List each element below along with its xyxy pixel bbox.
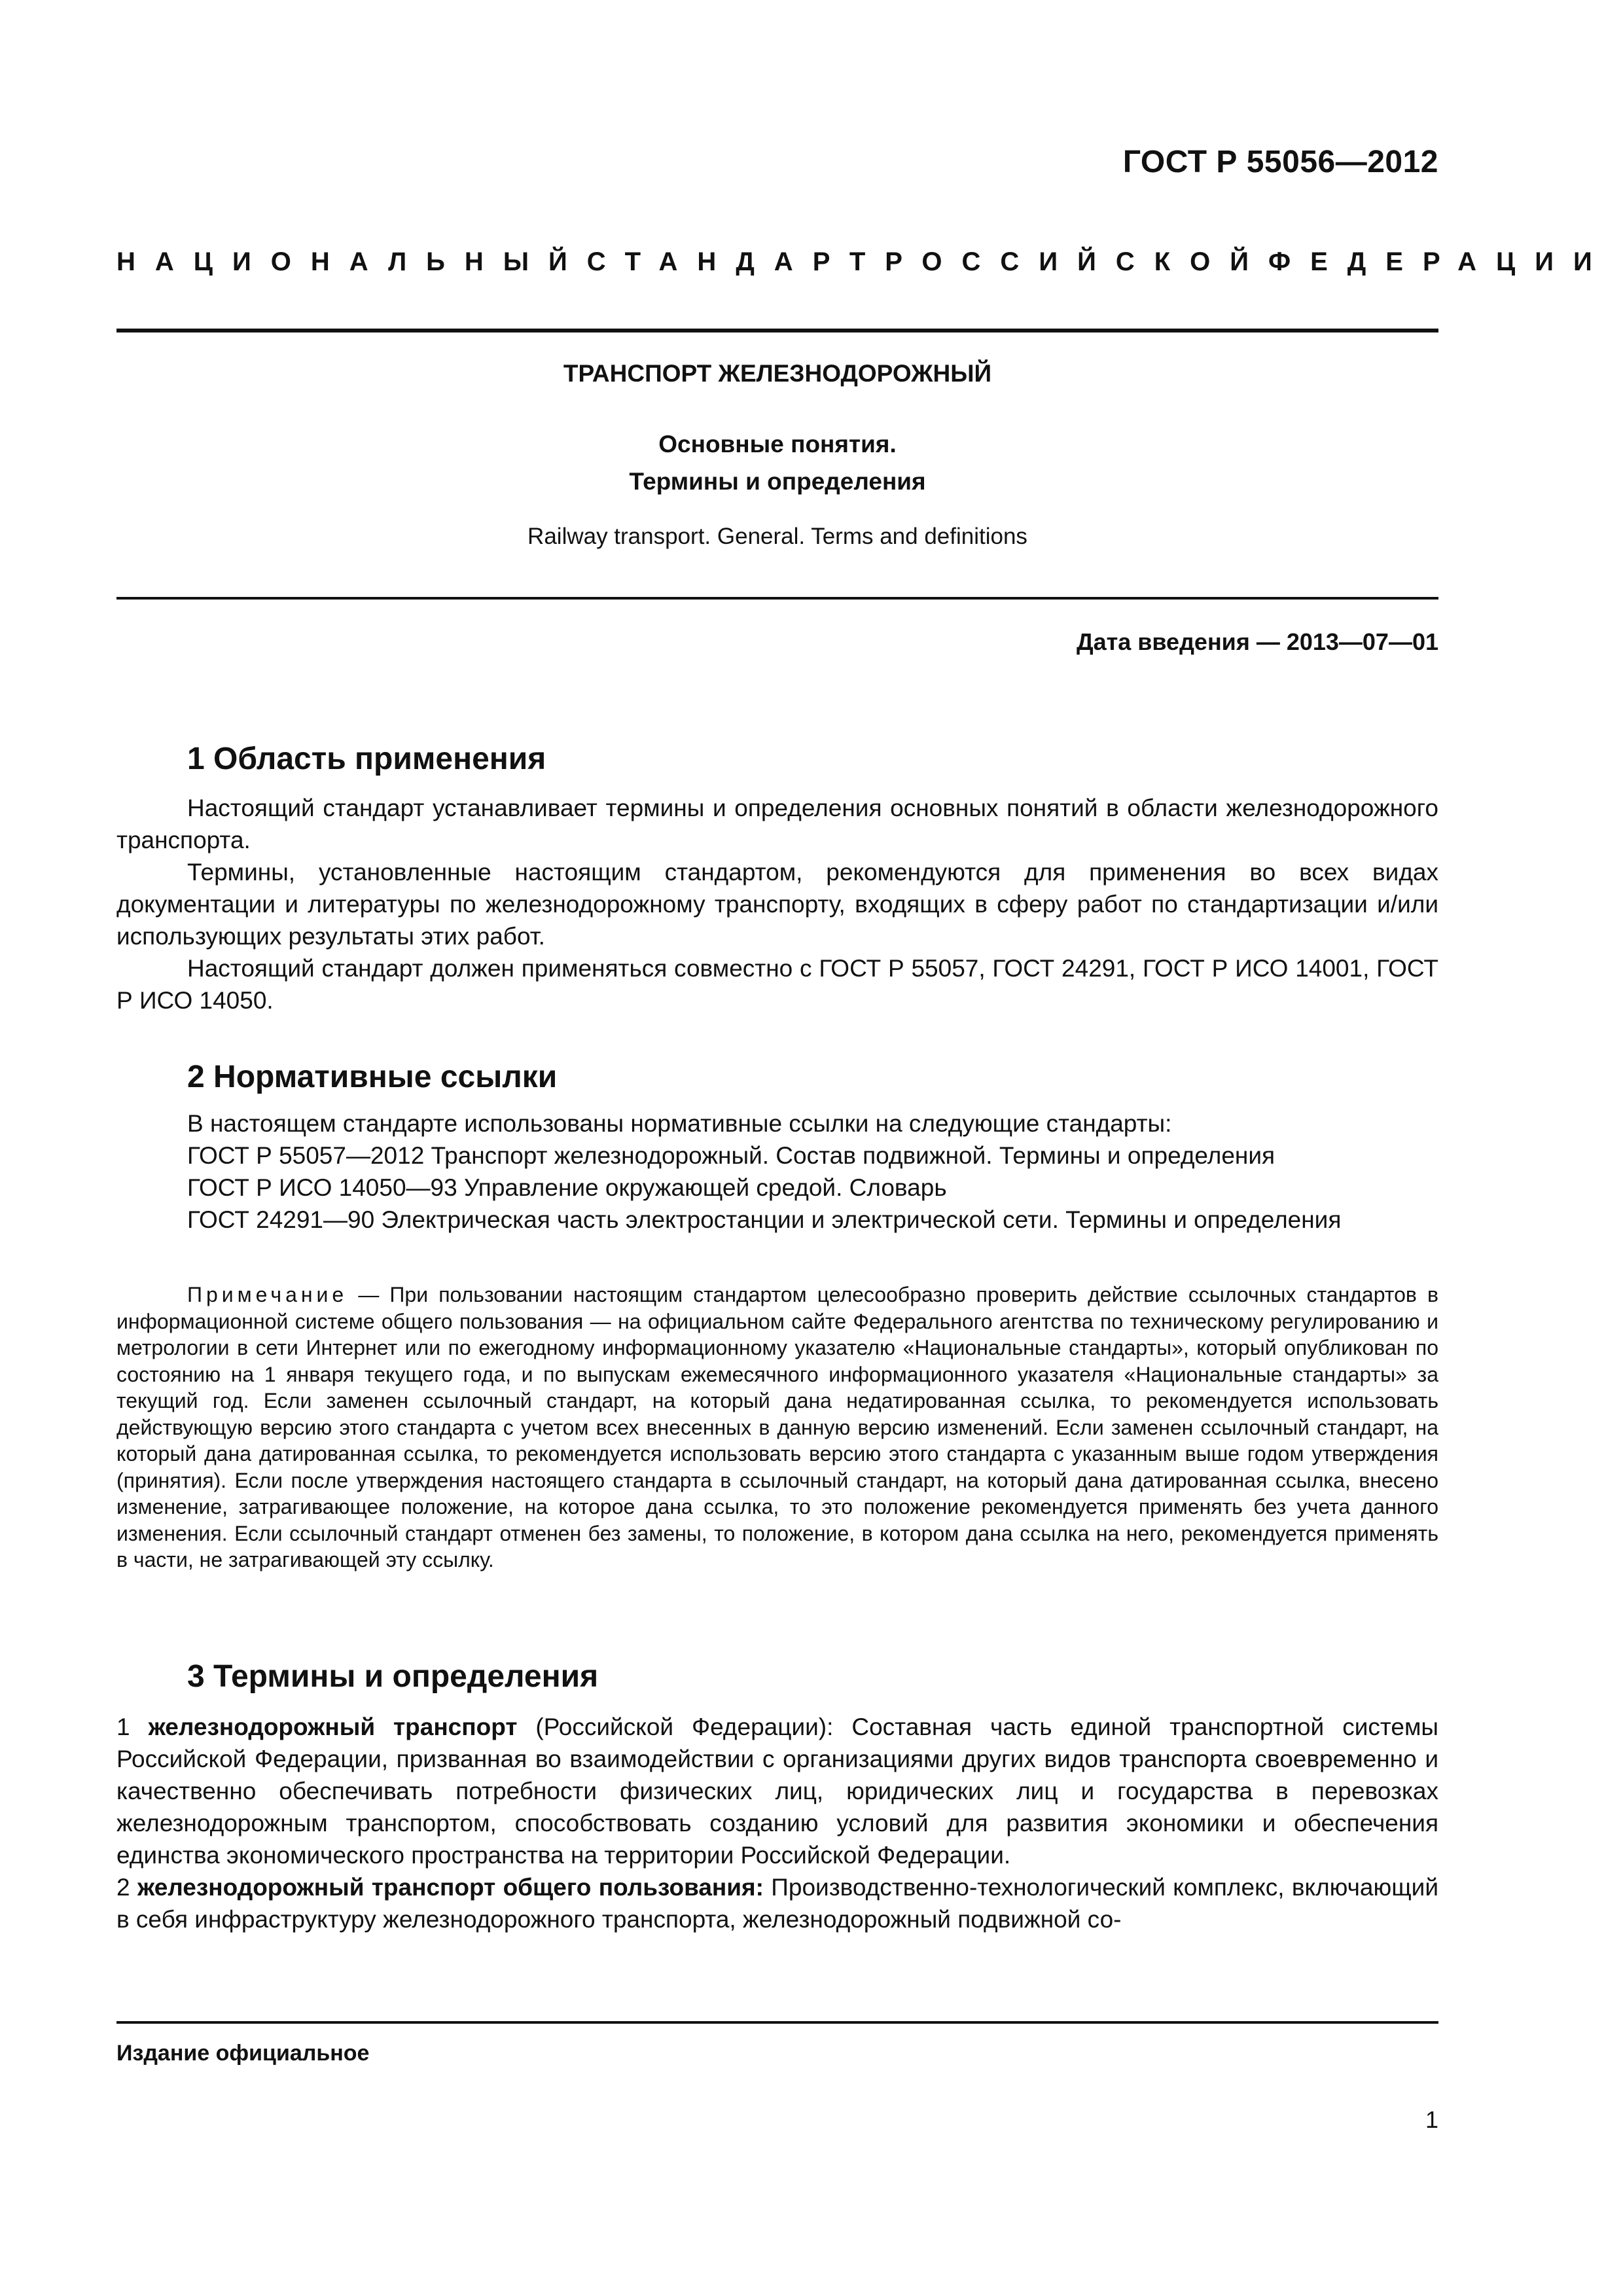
english-title: Railway transport. General. Terms and definitions	[527, 524, 1027, 549]
footer-rule	[116, 2021, 1438, 2024]
reference-item: ГОСТ Р ИСО 14050—93 Управление окружающей средой. Словарь	[187, 1174, 947, 1201]
subtitle-line-1: Основные понятия.	[658, 431, 897, 457]
national-heading-word: НАЦИОНАЛЬНЫЙ	[116, 247, 587, 276]
page-number: 1	[1425, 2106, 1438, 2133]
document-title: ТРАНСПОРТ ЖЕЛЕЗНОДОРОЖНЫЙ	[563, 360, 992, 387]
national-standard-heading	[116, 247, 1612, 277]
note-block	[116, 1282, 1438, 1573]
note-label: Примечание	[187, 1283, 348, 1306]
national-heading-word: РОССИЙСКОЙ	[885, 247, 1268, 276]
note-text: — При пользовании настоящим стандартом целесообразно проверить действие ссылочных стандартов в информационной системе общего пользования — на официальном сайте Федерального агентства по техническому регулированию и метрологии в сети Интернет или по ежегодному информационному указателю «Национальные стандарты», который опубликован по состоянию на 1 января текущего года, и по выпускам ежемесячного информационного указателя «Национальные стандарты» за текущий год. Если заменен ссылочный стандарт, на который дана недатированная ссылка, то рекомендуется использовать действующую версию этого стандарта с учетом всех внесенных в данную версию изменений. Если заменен ссылочный стандарт, на который дана датированная ссылка, то рекомендуется использовать версию этого стандарта с указанным выше годом утверждения (принятия). Если после утверждения настоящего стандарта в ссылочный стандарт, на который дана датированная ссылка, внесено изменение, затрагивающее положение, на которое дана ссылка, то это положение рекомендуется применять без учета данного изменения. Если ссылочный стандарт отменен без замены, то положение, в котором дана ссылка на него, рекомендуется применять в части, не затрагивающей эту ссылку.	[116, 1283, 1438, 1571]
term-number: 2	[116, 1874, 130, 1901]
term-name: железнодорожный транспорт	[148, 1713, 518, 1740]
edition-label: Издание официальное	[116, 2041, 370, 2066]
title-rule	[116, 597, 1438, 600]
national-heading-word: ФЕДЕРАЦИИ	[1268, 247, 1612, 276]
introduction-date: Дата введения — 2013—07—01	[1076, 628, 1438, 655]
paragraph: Настоящий стандарт должен применяться совместно с ГОСТ Р 55057, ГОСТ 24291, ГОСТ Р ИСО 14001, ГОСТ Р ИСО 14050.	[116, 955, 1438, 1014]
paragraph: Настоящий стандарт устанавливает термины и определения основных понятий в области железнодорожного транспорта.	[116, 795, 1438, 853]
section-2-heading: 2 Нормативные ссылки	[187, 1060, 558, 1094]
subtitle-line-2: Термины и определения	[629, 468, 926, 495]
term-definition: Составная часть единой транспортной системы Российской Федерации, призванная во взаимодействии с организациями других видов транспорта своевременно и качественно обеспечивать потребности физических лиц, юридических лиц и государства в перевозках железнодорожным транспортом, способствовать созданию условий для развития экономики и обеспечения единства экономического пространства на территории Российской Федерации.	[116, 1713, 1439, 1869]
paragraph: Термины, установленные настоящим стандартом, рекомендуются для применения во всех видах документации и литературы по железнодорожному транспорту, входящих в сферу работ по стандартизации и/или использующих результаты этих работ.	[116, 859, 1438, 950]
term-entry	[116, 1711, 1438, 1871]
term-number: 1	[116, 1713, 130, 1740]
note-paragraph	[116, 1282, 1438, 1573]
section-1-heading: 1 Область применения	[187, 742, 546, 776]
national-heading-word: СТАНДАРТ	[586, 247, 885, 276]
header-rule	[116, 329, 1438, 332]
document-subtitle	[116, 425, 1438, 500]
standard-number: ГОСТ Р 55056—2012	[1122, 145, 1438, 179]
reference-item: ГОСТ 24291—90 Электрическая часть электростанции и электрической сети. Термины и определения	[187, 1206, 1342, 1233]
term-qualifier: (Российской Федерации):	[517, 1713, 834, 1740]
section-3-heading: 3 Термины и определения	[187, 1659, 599, 1694]
term-entry	[116, 1871, 1438, 1935]
section-2-body	[116, 1107, 1438, 1236]
section-1-body	[116, 792, 1438, 1016]
section-3-body	[116, 1711, 1438, 1935]
references-intro: В настоящем стандарте использованы нормативные ссылки на следующие стандарты:	[187, 1110, 1172, 1137]
term-definition: Производственно-технологический комплекс, включающий в себя инфраструктуру железнодорожного транспорта, железнодорожный подвижной со-	[116, 1874, 1439, 1933]
term-name: железнодорожный транспорт общего пользования:	[137, 1874, 764, 1901]
reference-item: ГОСТ Р 55057—2012 Транспорт железнодорожный. Состав подвижной. Термины и определения	[187, 1142, 1275, 1169]
